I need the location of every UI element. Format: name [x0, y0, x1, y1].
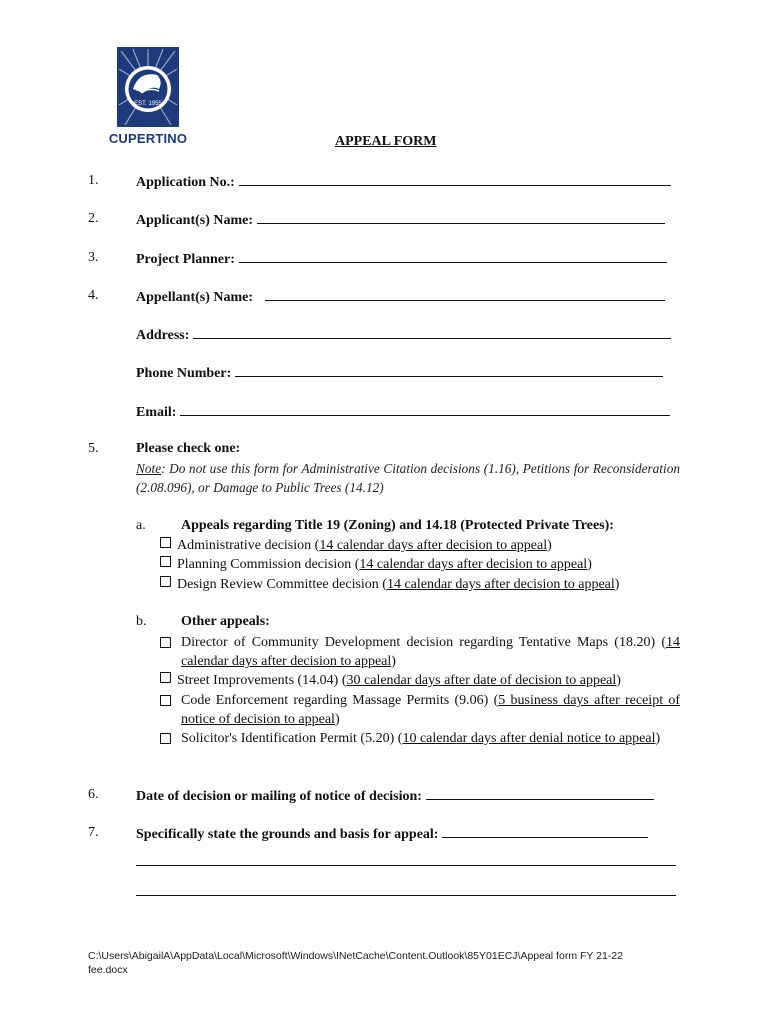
application-no-field[interactable]: [239, 173, 671, 186]
option-planning-commission[interactable]: Planning Commission decision (14 calendar days after decision to appeal): [160, 556, 592, 573]
grounds-row: [136, 825, 648, 843]
item-number-5: 5.: [88, 441, 99, 456]
logo-name: CUPERTINO: [108, 131, 188, 146]
cupertino-logo: [103, 45, 193, 149]
section-a-letter: a.: [136, 518, 146, 533]
applicant-name-row: [136, 211, 665, 229]
checkbox[interactable]: [160, 556, 171, 567]
checkbox[interactable]: [160, 637, 171, 648]
grounds-label: Specifically state the grounds and basis for appeal:: [136, 827, 439, 842]
grounds-line-2[interactable]: [136, 865, 676, 866]
cupertino-seal-icon: [103, 45, 193, 129]
email-row: [136, 403, 670, 421]
appellant-name-label: Appellant(s) Name:: [136, 290, 254, 305]
checkbox[interactable]: [160, 733, 171, 744]
item-number-1: 1.: [88, 173, 99, 188]
decision-date-label: Date of decision or mailing of notice of decision:: [136, 789, 422, 804]
option-solicitor-permit[interactable]: Solicitor's Identification Permit (5.20) (10 calendar days after denial notice to appeal): [160, 729, 680, 748]
applicant-name-label: Applicant(s) Name:: [136, 213, 254, 228]
phone-field[interactable]: [235, 364, 663, 377]
option-design-review[interactable]: Design Review Committee decision (14 calendar days after decision to appeal): [160, 576, 619, 593]
checkbox[interactable]: [160, 695, 171, 706]
application-no-label: Application No.:: [136, 175, 235, 190]
file-path-footer: [88, 949, 623, 977]
item-number-7: 7.: [88, 825, 99, 840]
item-number-4: 4.: [88, 288, 99, 303]
decision-date-row: [136, 787, 654, 805]
project-planner-row: [136, 250, 667, 268]
grounds-line-3[interactable]: [136, 895, 676, 896]
note-lead: Note: [136, 461, 162, 476]
grounds-field[interactable]: [442, 825, 648, 838]
decision-date-field[interactable]: [426, 787, 654, 800]
option-tentative-maps[interactable]: Director of Community Development decision regarding Tentative Maps (18.20) (14 calendar days after decision to appeal): [160, 633, 680, 672]
address-field[interactable]: [193, 326, 671, 339]
application-no-row: [136, 173, 671, 191]
email-field[interactable]: [180, 403, 670, 416]
appellant-name-field[interactable]: [265, 288, 665, 301]
applicant-name-field[interactable]: [257, 211, 665, 224]
option-massage-permits[interactable]: Code Enforcement regarding Massage Permits (9.06) (5 business days after receipt of notice of decision to appeal): [160, 691, 680, 730]
item-number-3: 3.: [88, 250, 99, 265]
option-administrative[interactable]: Administrative decision (14 calendar days after decision to appeal): [160, 537, 552, 554]
section-b-letter: b.: [136, 614, 147, 629]
address-label: Address:: [136, 328, 190, 343]
section-a-heading: Appeals regarding Title 19 (Zoning) and 14.18 (Protected Private Trees):: [181, 518, 614, 533]
svg-text:EST. 1955: EST. 1955: [134, 101, 162, 107]
project-planner-label: Project Planner:: [136, 252, 235, 267]
appellant-name-row: [136, 288, 665, 306]
email-label: Email:: [136, 405, 177, 420]
item-number-2: 2.: [88, 211, 99, 226]
footer-filename: fee.docx: [88, 964, 128, 976]
phone-row: [136, 364, 663, 382]
item-number-6: 6.: [88, 787, 99, 802]
project-planner-field[interactable]: [239, 250, 667, 263]
address-row: [136, 326, 671, 344]
checkbox[interactable]: [160, 576, 171, 587]
checkbox[interactable]: [160, 537, 171, 548]
section-b-heading: Other appeals:: [181, 614, 270, 629]
note-text: [136, 459, 680, 497]
footer-path: C:\Users\AbigailA\AppData\Local\Microsoft\Windows\INetCache\Content.Outlook\85Y01ECJ\Appeal form FY 21-22: [88, 950, 623, 962]
check-one-label: Please check one:: [136, 441, 241, 456]
note-body: : Do not use this form for Administrative Citation decisions (1.16), Petitions for Reconsideration (2.08.096), or Damage to Public Trees (14.12): [136, 461, 680, 495]
checkbox[interactable]: [160, 672, 171, 683]
option-street-improvements[interactable]: Street Improvements (14.04) (30 calendar days after date of decision to appeal): [160, 672, 621, 689]
form-title: APPEAL FORM: [335, 134, 437, 149]
phone-label: Phone Number:: [136, 366, 232, 381]
